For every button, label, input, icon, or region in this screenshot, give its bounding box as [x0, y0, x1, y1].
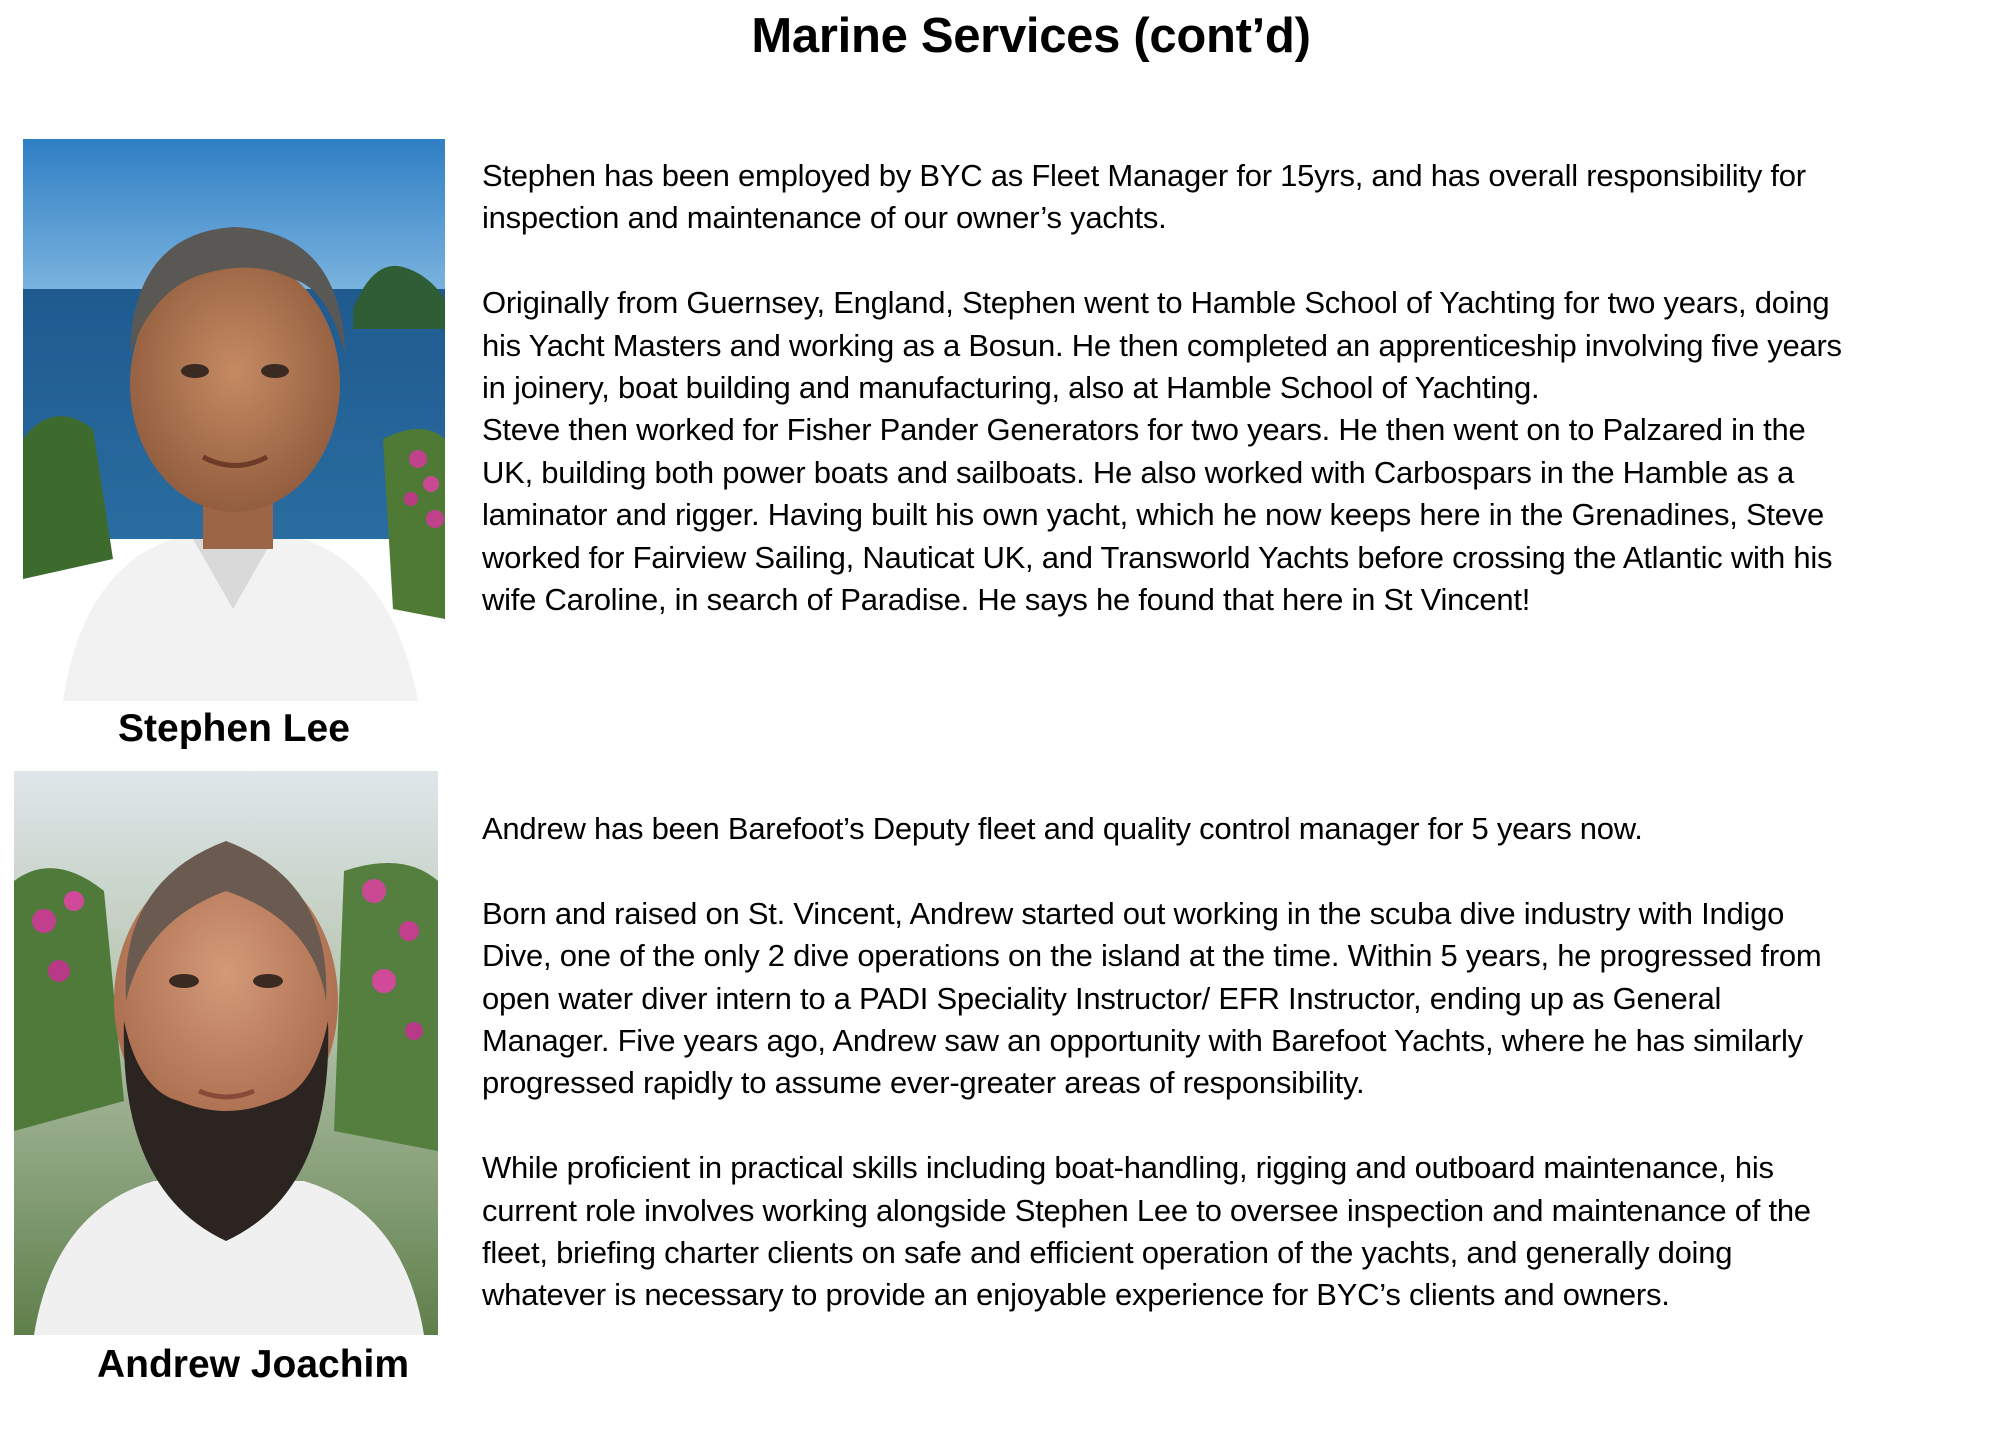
stephen-lee-bio: [482, 155, 1982, 621]
bio-line: fleet, briefing charter clients on safe and efficient operation of the yachts, and generally doing: [482, 1235, 1733, 1271]
bio-line: progressed rapidly to assume ever-greater areas of responsibility.: [482, 1065, 1365, 1101]
bio-paragraph: [482, 893, 1982, 1105]
bio-paragraph: [482, 1147, 1982, 1317]
bio-paragraph: [482, 808, 1982, 850]
andrew-joachim-photo: [14, 771, 438, 1335]
bio-line: Manager. Five years ago, Andrew saw an opportunity with Barefoot Yachts, where he has similarly: [482, 1023, 1803, 1059]
andrew-joachim-name: Andrew Joachim: [96, 1343, 410, 1386]
bio-line: whatever is necessary to provide an enjoyable experience for BYC’s clients and owners.: [482, 1277, 1670, 1313]
bio-line: Andrew has been Barefoot’s Deputy fleet and quality control manager for 5 years now.: [482, 811, 1643, 846]
bio-line: wife Caroline, in search of Paradise. He says he found that here in St Vincent!: [482, 582, 1531, 618]
bio-line: Steve then worked for Fisher Pander Generators for two years. He then went on to Palzared in the: [482, 412, 1806, 448]
bio-paragraph: [482, 282, 1982, 621]
bio-line: worked for Fairview Sailing, Nauticat UK, and Transworld Yachts before crossing the Atlantic with his: [482, 539, 1833, 575]
portrait-photo-icon: [14, 771, 438, 1335]
bio-line: laminator and rigger. Having built his own yacht, which he now keeps here in the Grenadines, Steve: [482, 497, 1824, 533]
bio-paragraph: [482, 155, 1982, 240]
bio-line: Stephen has been employed by BYC as Fleet Manager for 15yrs, and has overall responsibility for: [482, 158, 1806, 193]
bio-line: UK, building both power boats and sailboats. He also worked with Carbospars in the Hamble as a: [482, 454, 1794, 490]
portrait-photo-icon: [23, 139, 445, 701]
bio-line: Originally from Guernsey, England, Stephen went to Hamble School of Yachting for two years, doing: [482, 285, 1830, 321]
bio-line: Dive, one of the only 2 dive operations on the island at the time. Within 5 years, he progressed from: [482, 938, 1822, 974]
bio-line: in joinery, boat building and manufacturing, also at Hamble School of Yachting.: [482, 370, 1540, 406]
bio-line: inspection and maintenance of our owner’s yachts.: [482, 200, 1167, 236]
stephen-lee-photo: [23, 139, 445, 701]
bio-line: open water diver intern to a PADI Speciality Instructor/ EFR Instructor, ending up as General: [482, 980, 1722, 1016]
bio-line: current role involves working alongside Stephen Lee to oversee inspection and maintenance of the: [482, 1192, 1811, 1228]
bio-line: While proficient in practical skills including boat-handling, rigging and outboard maintenance, his: [482, 1150, 1774, 1186]
page-title: Marine Services (cont’d): [751, 9, 1311, 63]
bio-line: his Yacht Masters and working as a Bosun. He then completed an apprenticeship involving five years: [482, 327, 1842, 363]
stephen-lee-name: Stephen Lee: [118, 707, 350, 750]
andrew-joachim-bio: [482, 808, 1982, 1317]
bio-line: Born and raised on St. Vincent, Andrew started out working in the scuba dive industry with Indigo: [482, 895, 1785, 931]
